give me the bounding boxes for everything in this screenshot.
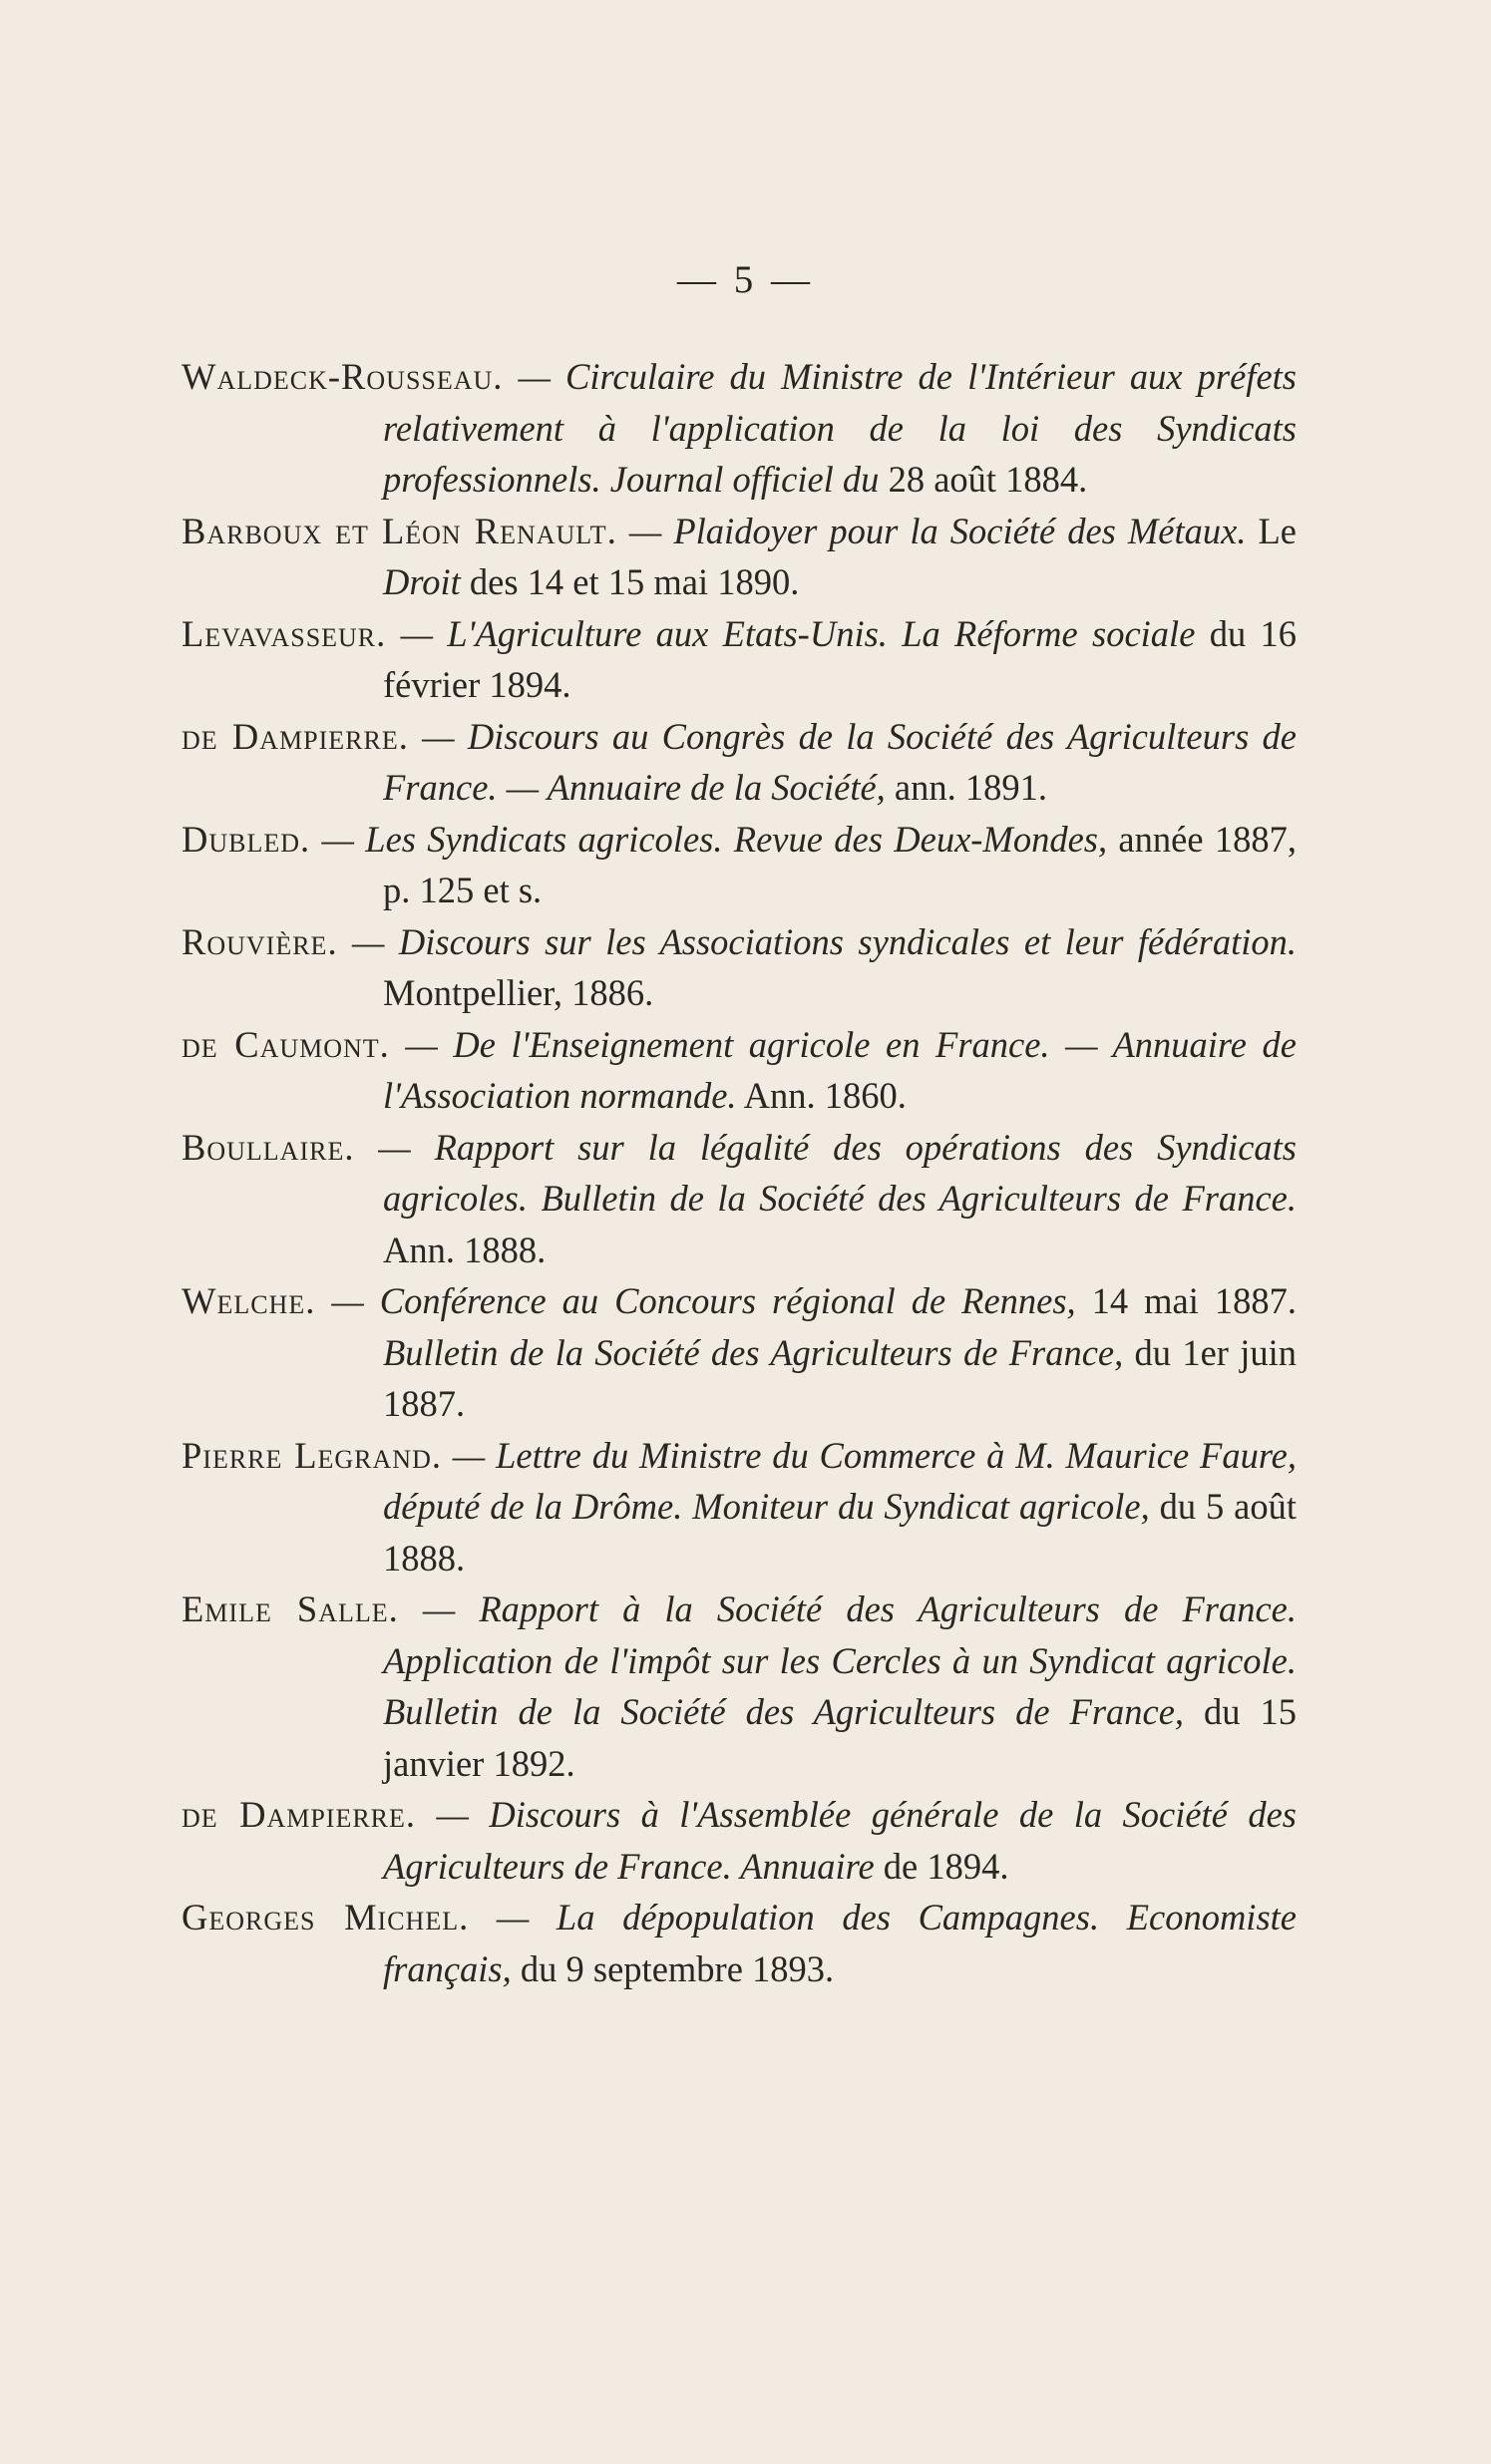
entry-author: Waldeck-Rousseau.: [182, 356, 504, 397]
entry-author: Pierre Legrand.: [182, 1434, 442, 1476]
bibliography-entry: [182, 351, 1297, 506]
bibliography-entry: [182, 1584, 1297, 1789]
entry-reference: — Rapport sur la légalité des opérations des Syndicats agricoles. Bulletin de la Société des Agriculteurs de France.: [354, 1126, 1297, 1219]
entry-reference: — La dépopulation des Campagnes. Economiste français,: [383, 1897, 1297, 1989]
bibliography-entry: [182, 1122, 1297, 1276]
entry-reference: — L'Agriculture aux Etats-Unis. La Réforme sociale: [386, 612, 1196, 654]
bibliography-entry: [182, 608, 1297, 711]
bibliography-entry: [182, 506, 1297, 608]
entry-detail: Ann. 1888.: [383, 1229, 547, 1270]
bibliography-entry: [182, 814, 1297, 916]
entry-author: Emile Salle.: [182, 1588, 399, 1629]
entry-detail: de 1894.: [874, 1845, 1009, 1887]
entry-reference: — Les Syndicats agricoles. Revue des Deux-Mondes,: [310, 818, 1108, 860]
entry-detail: 14 mai 1887.: [1075, 1280, 1297, 1321]
bibliography-entry: [182, 1789, 1297, 1892]
bibliography-entry: [182, 1275, 1297, 1430]
entry-author: Rouvière.: [182, 920, 338, 962]
entry-reference: — Discours à l'Assemblée générale de la Société des Agriculteurs de France. Annuaire: [383, 1794, 1297, 1887]
entry-reference: — Rapport à la Société des Agriculteurs de France. Application de l'impôt sur les Cercles à un Syndicat agricole. Bulletin de la Société des Agriculteurs de France,: [383, 1588, 1297, 1732]
entry-detail: du 15 janvier 1892.: [383, 1691, 1297, 1784]
entry-reference: — De l'Enseignement agricole en France. — Annuaire de l'Association normande.: [383, 1023, 1297, 1116]
entry-author: Barboux et Léon Renault.: [182, 510, 617, 551]
entry-detail: ann. 1891.: [885, 767, 1047, 808]
bibliography-entry: [182, 1892, 1297, 1994]
entry-reference: — Plaidoyer pour la Société des Métaux.: [616, 510, 1247, 551]
entry-author: Dubled.: [182, 818, 311, 860]
entry-detail: du 1er juin 1887.: [383, 1331, 1297, 1424]
entry-detail: 28 août 1884.: [879, 459, 1088, 500]
entry-detail: des 14 et 15 mai 1890.: [460, 561, 800, 602]
entry-author: de Caumont.: [182, 1023, 390, 1065]
entry-detail: Ann. 1860.: [736, 1075, 907, 1116]
bibliography-entry: [182, 1430, 1297, 1584]
entry-reference: — Lettre du Ministre du Commerce à M. Maurice Faure, député de la Drôme. Moniteur du Syndicat agricole,: [383, 1434, 1297, 1527]
entry-detail: Montpellier, 1886.: [383, 972, 654, 1013]
entry-detail: du 9 septembre 1893.: [511, 1947, 835, 1989]
entry-reference: — Circulaire du Ministre de l'Intérieur aux préfets relativement à l'application de la loi des Syndicats professionnels. Journal officiel du: [383, 356, 1297, 500]
entry-detail: année 1887, p. 125 et s.: [383, 818, 1297, 910]
entry-reference: — Conférence au Concours régional de Rennes,: [315, 1280, 1076, 1321]
bibliography-entry: [182, 711, 1297, 814]
page-number: — 5 —: [677, 258, 814, 301]
entry-author: de Dampierre.: [182, 1794, 417, 1835]
entry-author: Boullaire.: [182, 1126, 355, 1168]
bibliography-entry: [182, 1019, 1297, 1122]
entry-reference: — Discours sur les Associations syndicales et leur fédération.: [337, 920, 1297, 962]
entry-detail: Le: [1246, 510, 1298, 551]
entry-detail: du 5 août 1888.: [383, 1486, 1298, 1579]
entry-detail: du 16 février 1894.: [383, 612, 1297, 705]
entry-author: Georges Michel.: [182, 1897, 470, 1937]
bibliography-list: [182, 351, 1297, 1994]
entry-author: Levavasseur.: [182, 612, 387, 654]
bibliography-entry: [182, 916, 1297, 1019]
entry-reference: — Discours au Congrès de la Société des Agriculteurs de France. — Annuaire de la Société,: [383, 715, 1297, 808]
entry-author: Welche.: [182, 1280, 316, 1321]
entry-author: de Dampierre.: [182, 715, 409, 757]
entry-reference: Droit: [383, 561, 461, 602]
entry-reference: Bulletin de la Société des Agriculteurs de France,: [383, 1331, 1124, 1373]
